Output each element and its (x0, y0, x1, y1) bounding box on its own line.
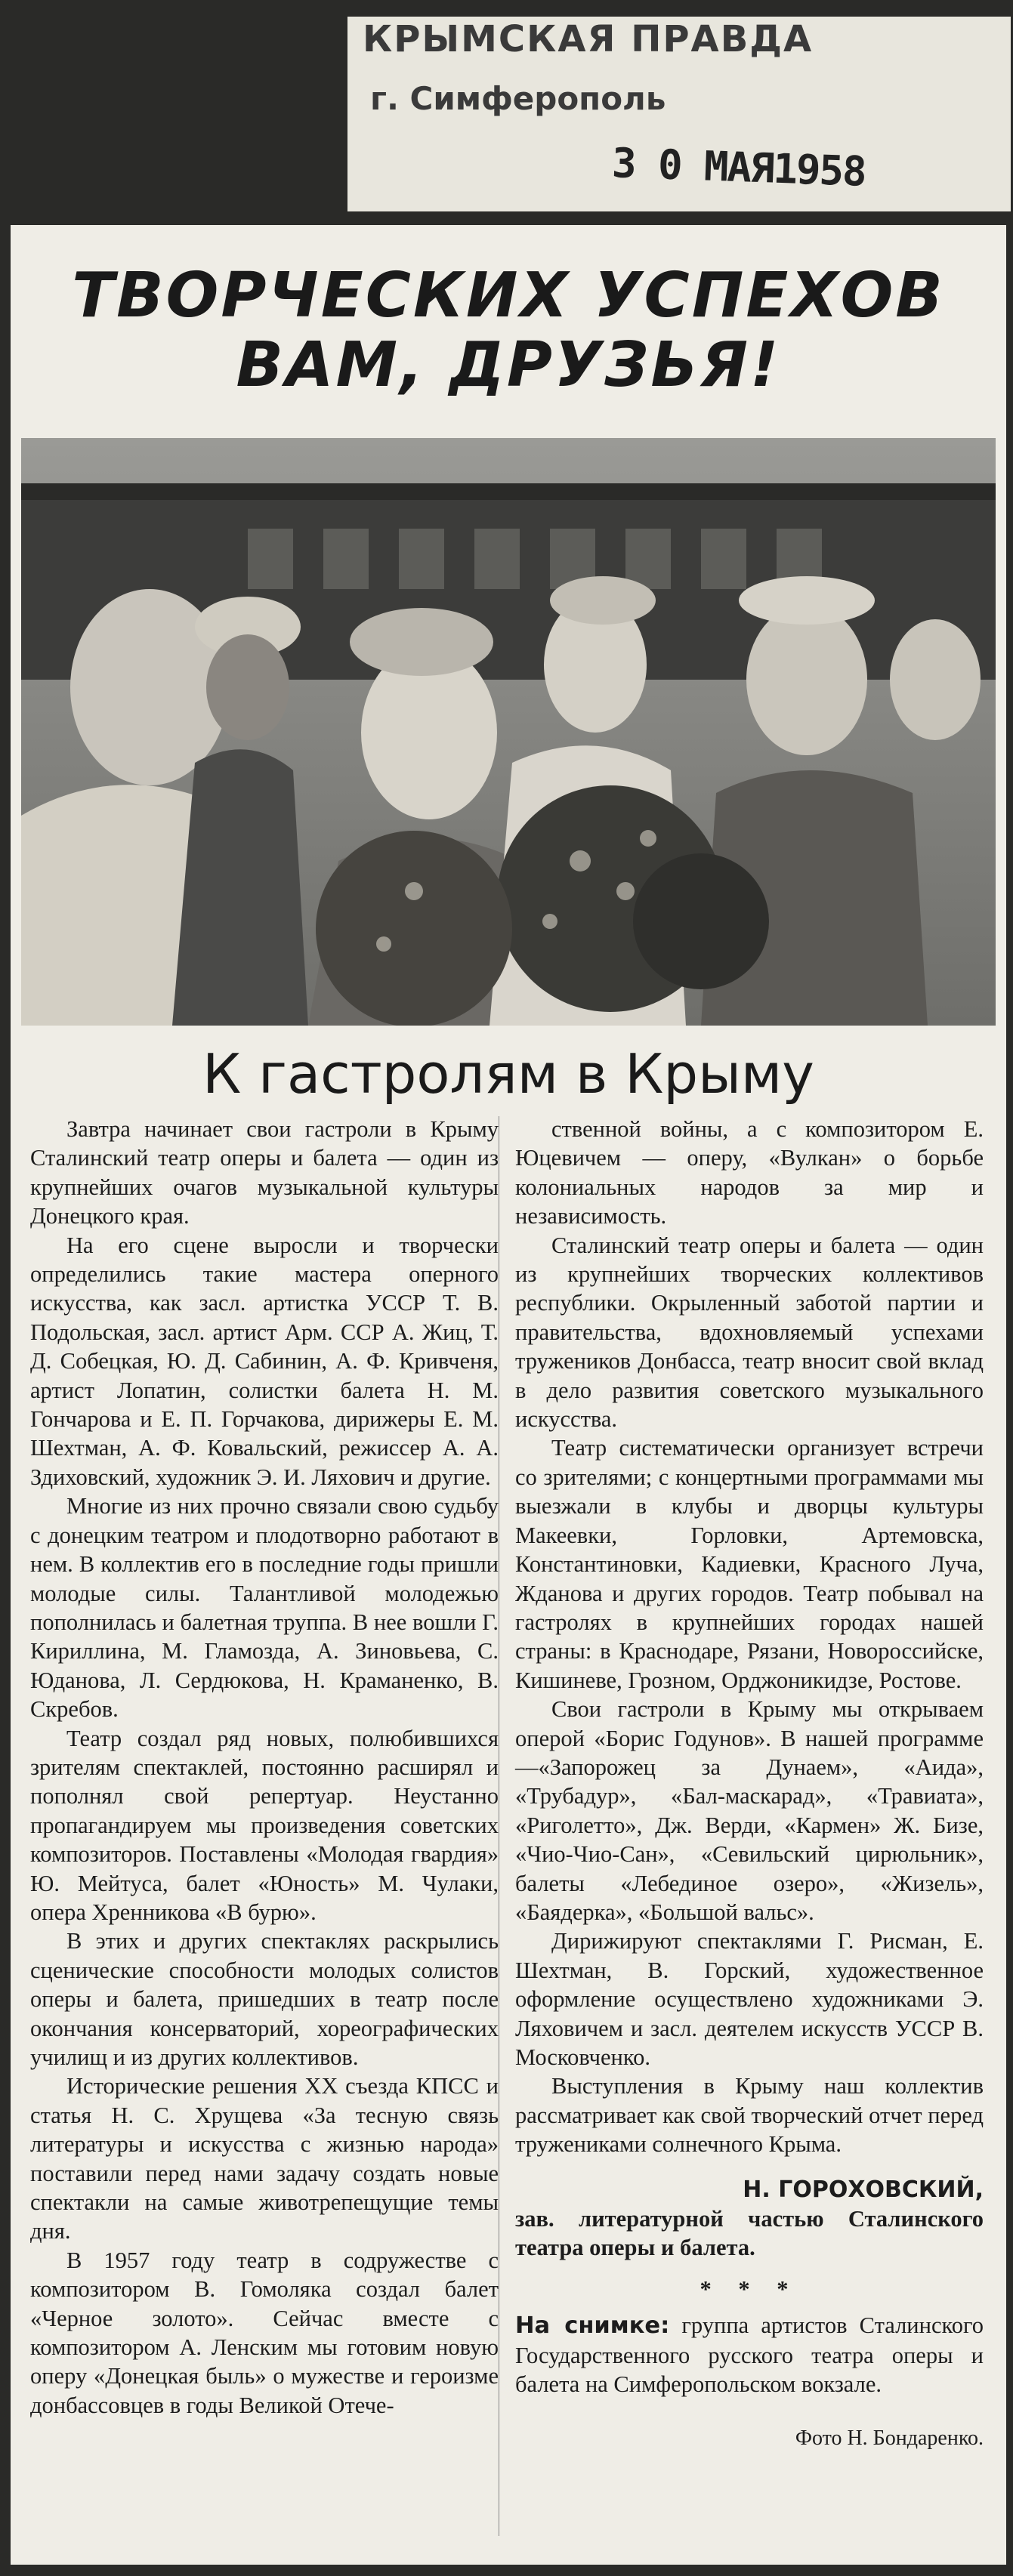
photo-caption (515, 2311, 984, 2399)
paragraph: Завтра начинает свои гастроли в Крыму Сталинский театр оперы и балета — один из крупнейших очагов музыкальной культуры Донецкого края. (30, 1116, 499, 1229)
headline (11, 261, 1006, 400)
paragraph: В этих и других спектаклях раскрылись сценические способности молодых солистов оперы и балета, пришедших в театр после окончания консерваторий, хореографических училищ и из других коллективов. (30, 1928, 499, 2070)
author-signature: Н. ГОРОХОВСКИЙ, (743, 2176, 984, 2203)
headline-line-2: ВАМ, ДРУЗЬЯ! (236, 329, 781, 401)
paragraph: На его сцене выросли и творчески определились такие мастера оперного искусства, как засл. артистка УССР Т. В. Подольская, засл. артист Арм. ССР А. Жиц, Т. Д. Собецкая, Ю. Д. Сабинин, А. Ф. Кривченя, артист Лопатин, солистки балета Н. М. Гончарова и Е. П. Горчакова, дирижеры Е. М. Шехтман, А. Ф. Ковальский, режиссер А. А. Здиховский, художник Э. И. Ляхович и другие. (30, 1232, 499, 1490)
paragraph: Театр создал ряд новых, полюбившихся зрителям спектаклей, постоянно расширял и пополнял свой репертуар. Неустанно пропагандируем мы произведения советских композиторов. Поставлены «Молодая гвардия» Ю. Мейтуса, балет «Юность» М. Чулаки, опера Хренникова «В бурю». (30, 1725, 499, 1925)
paragraph: Театр систематически организует встречи со зрителями; с концертными программами мы выезжали в клубы и дворцы культуры Макеевки, Горловки, Артемовска, Константиновки, Кадиевки, Красного Луча, Жданова и других городов. Театр побывал на гастролях в крупнейших городах нашей страны: в Краснодаре, Рязани, Новороссийске, Кишиневе, Грозном, Орджоникидзе, Ростове. (515, 1435, 984, 1693)
photo-credit: Фото Н. Бондаренко. (795, 2426, 984, 2451)
paragraph: Дирижируют спектаклями Г. Рисман, Е. Шехтман, В. Горский, художественное оформление осуществлено художниками Э. Ляховичем и засл. деятелем искусств УССР В. Московченко. (515, 1928, 984, 2070)
article-right-column (515, 1115, 984, 2454)
group-photo (21, 438, 996, 1026)
paragraph: Исторические решения XX съезда КПСС и статья Н. С. Хрущева «За тесную связь литературы и искусства с жизнью народа» поставили перед нами задачу создать новые спектакли на самые животрепещущие темы дня. (30, 2073, 499, 2244)
stamp-publication: КРЫМСКАЯ ПРАВДА (363, 18, 814, 60)
paragraph: Многие из них прочно связали свою судьбу с донецким театром и плодотворно работают в нем. В коллектив его в последние годы пришли молодые силы. Талантливой молодежью пополнилась и балетная труппа. В нее вошли Г. Кириллина, М. Гламозда, А. Зиновьева, С. Юданова, Л. Сердюкова, Н. Краманенко, В. Скребов. (30, 1493, 499, 1723)
library-stamp (347, 17, 1011, 211)
stamp-date: 3 0 МАЯ1958 (611, 139, 866, 196)
paragraph: В 1957 году театр в содружестве с композитором В. Гомоляка создал балет «Черное золото». Сейчас вместе с композитором А. Ленским мы готовим новую оперу «Донецкая быль» о мужестве и героизме донбассовцев в годы Великой Отече- (30, 2247, 499, 2418)
author-position: зав. литературной частью Сталинского театра оперы и балета. (515, 2206, 984, 2261)
stamp-city: г. Симферополь (370, 80, 666, 117)
paragraph: Свои гастроли в Крыму мы открываем оперой «Борис Годунов». В нашей программе—«Запорожец за Дунаем», «Аида», «Трубадур», «Бал-маскарад», «Травиата», «Риголетто», Дж. Верди, «Кармен» Ж. Бизе, «Чио-Чио-Сан», «Севильский цирюльник», балеты «Лебединое озеро», «Жизель», «Баядерка», «Большой вальс». (515, 1696, 984, 1925)
paragraph: ственной войны, а с композитором Е. Юцевичем — оперу, «Вулкан» о борьбе колониальных народов за мир и независимость. (515, 1116, 984, 1229)
photo-image (21, 438, 996, 1026)
paragraph: Выступления в Крыму наш коллектив рассматривает как свой творческий отчет перед тружениками солнечного Крыма. (515, 2073, 984, 2158)
paragraph: Сталинский театр оперы и балета — один из крупнейших творческих коллективов республики. Окрыленный заботой партии и правительства, вдохновляемый успехами тружеников Донбасса, театр вносит свой вклад в дело развития советского музыкального искусства. (515, 1232, 984, 1433)
headline-line-1: ТВОРЧЕСКИХ УСПЕХОВ (72, 260, 945, 332)
section-separator: * * * (700, 2275, 799, 2302)
newspaper-clipping (11, 225, 1006, 2565)
caption-text: группа артистов Сталинского Государственного русского театра оперы и балета на Симферопольском вокзале. (515, 2312, 984, 2398)
article-left-column (30, 1115, 499, 2420)
caption-label: На снимке: (515, 2312, 670, 2340)
subheadline: К гастролям в Крыму (202, 1042, 814, 1106)
